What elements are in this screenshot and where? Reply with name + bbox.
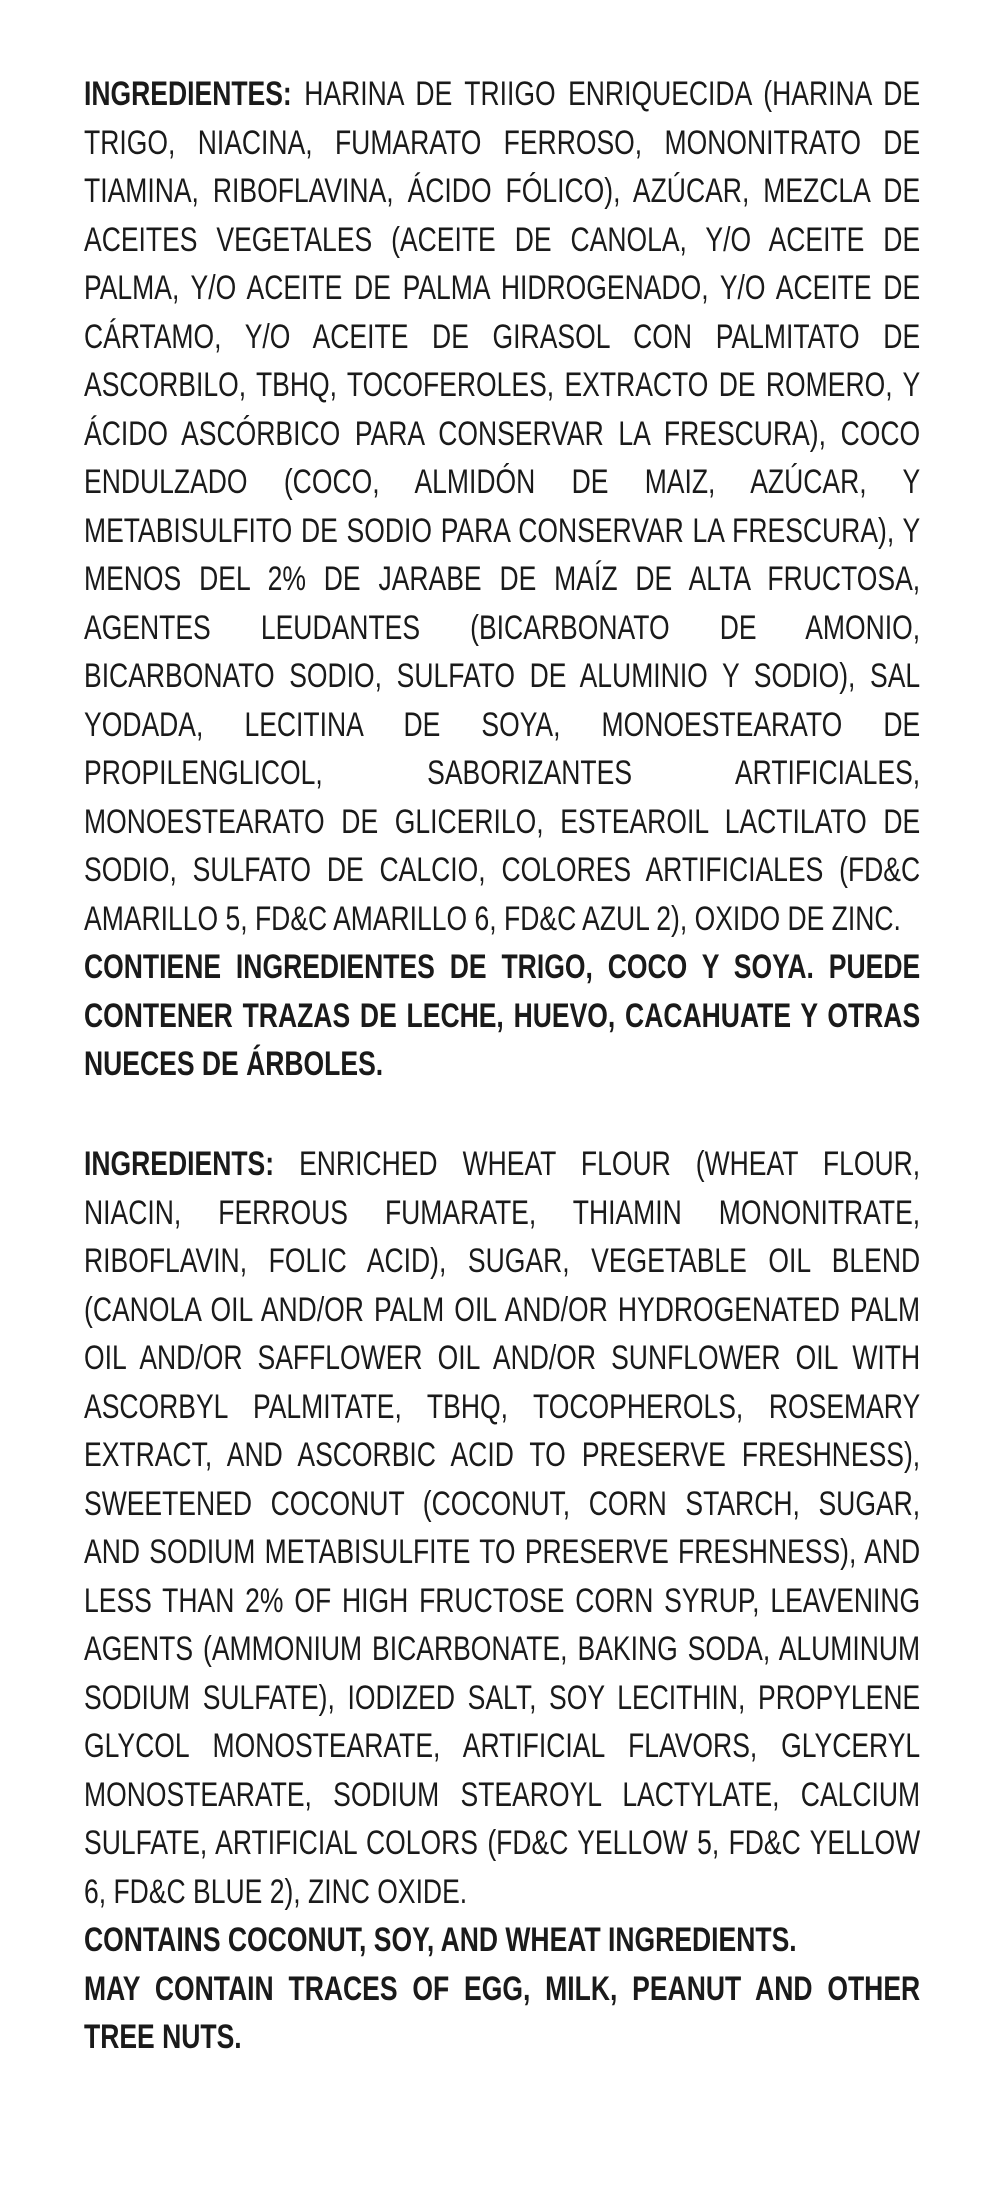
english-ingredients-paragraph xyxy=(84,1140,920,1916)
spanish-ingredients-heading: INGREDIENTES: xyxy=(84,75,292,113)
english-allergen-contains: CONTAINS COCONUT, SOY, AND WHEAT INGREDIENTS. xyxy=(84,1921,797,1959)
english-ingredients-section xyxy=(84,1140,920,2062)
english-ingredients-list: ENRICHED WHEAT FLOUR (WHEAT FLOUR, NIACIN, FERROUS FUMARATE, THIAMIN MONONITRATE, RIBOFLAVIN, FOLIC ACID), SUGAR, VEGETABLE OIL BLEND (CANOLA OIL AND/OR PALM OIL AND/OR HYDROGENATED PALM OIL AND/OR SAFFLOWER OIL AND/OR SUNFLOWER OIL WITH ASCORBYL PALMITATE, TBHQ, TOCOPHEROLS, ROSEMARY EXTRACT, AND ASCORBIC ACID TO PRESERVE FRESHNESS), SWEETENED COCONUT (COCONUT, CORN STARCH, SUGAR, AND SODIUM METABISULFITE TO PRESERVE FRESHNESS), AND LESS THAN 2% OF HIGH FRUCTOSE CORN SYRUP, LEAVENING AGENTS (AMMONIUM BICARBONATE, BAKING SODA, ALUMINUM SODIUM SULFATE), IODIZED SALT, SOY LECITHIN, PROPYLENE GLYCOL MONOSTEARATE, ARTIFICIAL FLAVORS, GLYCERYL MONOSTEARATE, SODIUM STEAROYL LACTYLATE, CALCIUM SULFATE, ARTIFICIAL COLORS (FD&C YELLOW 5, FD&C YELLOW 6, FD&C BLUE 2), ZINC OXIDE. xyxy=(84,1145,921,1911)
english-ingredients-heading: INGREDIENTS: xyxy=(84,1145,275,1183)
spanish-ingredients-section xyxy=(84,70,920,1089)
spanish-allergen-statement: CONTIENE INGREDIENTES DE TRIGO, COCO Y SOYA. PUEDE CONTENER TRAZAS DE LECHE, HUEVO, CACAHUATE Y OTRAS NUECES DE ÁRBOLES. xyxy=(84,948,921,1083)
spanish-ingredients-list: HARINA DE TRIIGO ENRIQUECIDA (HARINA DE TRIGO, NIACINA, FUMARATO FERROSO, MONONITRATO DE TIAMINA, RIBOFLAVINA, ÁCIDO FÓLICO), AZÚCAR, MEZCLA DE ACEITES VEGETALES (ACEITE DE CANOLA, Y/O ACEITE DE PALMA, Y/O ACEITE DE PALMA HIDROGENADO, Y/O ACEITE DE CÁRTAMO, Y/O ACEITE DE GIRASOL CON PALMITATO DE ASCORBILO, TBHQ, TOCOFEROLES, EXTRACTO DE ROMERO, Y ÁCIDO ASCÓRBICO PARA CONSERVAR LA FRESCURA), COCO ENDULZADO (COCO, ALMIDÓN DE MAIZ, AZÚCAR, Y METABISULFITO DE SODIO PARA CONSERVAR LA FRESCURA), Y MENOS DEL 2% DE JARABE DE MAÍZ DE ALTA FRUCTOSA, AGENTES LEUDANTES (BICARBONATO DE AMONIO, BICARBONATO SODIO, SULFATO DE ALUMINIO Y SODIO), SAL YODADA, LECITINA DE SOYA, MONOESTEARATO DE PROPILENGLICOL, SABORIZANTES ARTIFICIALES, MONOESTEARATO DE GLICERILO, ESTEAROIL LACTILATO DE SODIO, SULFATO DE CALCIO, COLORES ARTIFICIALES (FD&C AMARILLO 5, FD&C AMARILLO 6, FD&C AZUL 2), OXIDO DE ZINC. xyxy=(84,75,921,938)
spanish-ingredients-paragraph xyxy=(84,70,920,943)
english-allergen-may-contain: MAY CONTAIN TRACES OF EGG, MILK, PEANUT AND OTHER TREE NUTS. xyxy=(84,1969,921,2056)
